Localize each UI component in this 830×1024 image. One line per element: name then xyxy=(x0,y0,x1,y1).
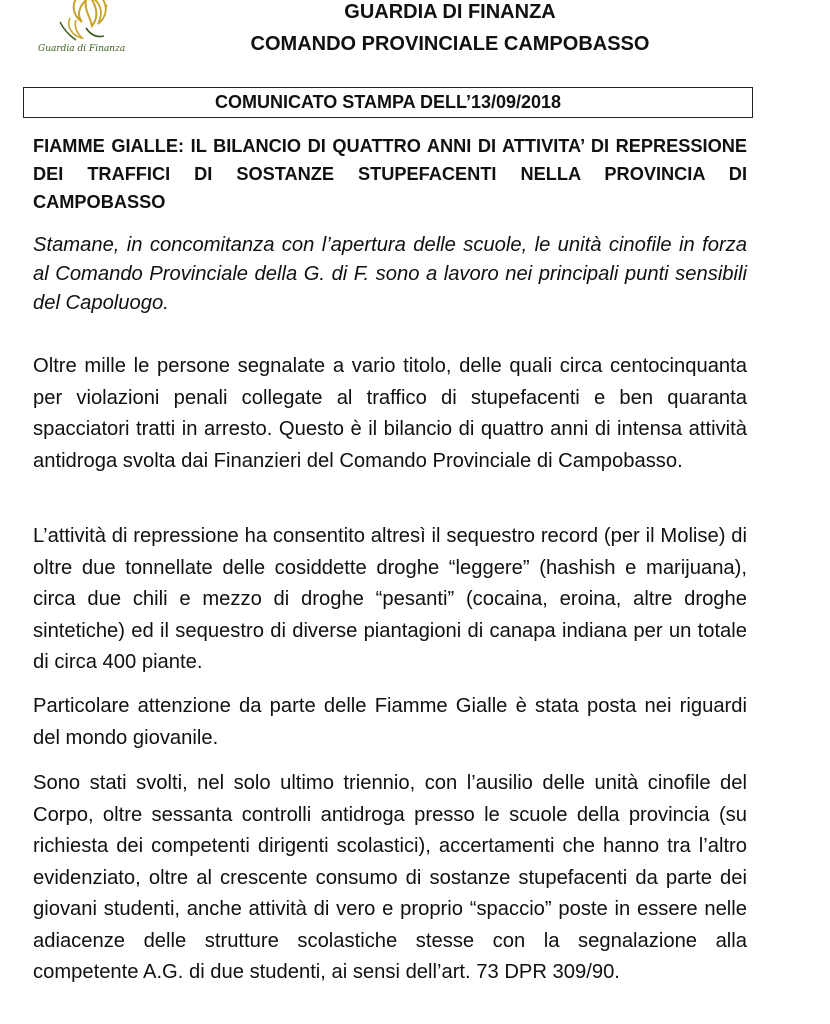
flame-emblem-icon xyxy=(30,0,140,48)
header-organization: GUARDIA DI FINANZA xyxy=(344,1,556,23)
body-paragraph-1: Oltre mille le persone segnalate a vario titolo, delle quali circa centocinquanta per violazioni penali collegate al traffico di stupefacenti e ben quaranta spacciatori tratti in arresto. Questo è il bilancio di quattro anni di intensa attività antidroga svolta dai Finanzieri del Comando Provinciale di Campobasso. xyxy=(33,355,747,472)
press-release-title-box xyxy=(23,87,753,118)
headline: FIAMME GIALLE: IL BILANCIO DI QUATTRO ANNI DI ATTIVITA’ DI REPRESSIONE DEI TRAFFICI DI SOSTANZE STUPEFACENTI NELLA PROVINCIA DI CAMPOBASSO xyxy=(33,136,747,212)
body-paragraph-3: Particolare attenzione da parte delle Fiamme Gialle è stata posta nei riguardi del mondo giovanile. xyxy=(33,695,747,749)
guardia-di-finanza-logo xyxy=(30,0,140,64)
body-paragraph-4: Sono stati svolti, nel solo ultimo triennio, con l’ausilio delle unità cinofile del Corpo, oltre sessanta controlli antidroga presso le scuole della provincia (su richiesta dei competenti dirigenti scolastici), accertamenti che hanno tra l’altro evidenziato, oltre al crescente consumo di sostanze stupefacenti da parte dei giovani studenti, anche attività di vero e proprio “spaccio” poste in essere nelle adiacenze delle strutture scolastiche stesse con la segnalazione alla competente A.G. di due studenti, ai sensi dell’art. 73 DPR 309/90. xyxy=(33,772,747,983)
header-command: COMANDO PROVINCIALE CAMPOBASSO xyxy=(250,33,650,55)
logo-caption: Guardia di Finanza xyxy=(38,44,126,54)
body-paragraph-2: L’attività di repressione ha consentito altresì il sequestro record (per il Molise) di oltre due tonnellate delle cosiddette droghe “leggere” (hashish e marijuana), circa due chili e mezzo di droghe “pesanti” (cocaina, eroina, altre droghe sintetiche) ed il sequestro di diverse piantagioni di canapa indiana per un totale di circa 400 piante. xyxy=(33,525,747,673)
lead-paragraph: Stamane, in concomitanza con l’apertura delle scuole, le unità cinofile in forza al Comando Provinciale della G. di F. sono a lavoro nei principali punti sensibili del Capoluogo. xyxy=(33,234,747,314)
press-release-title: COMUNICATO STAMPA DELL’13/09/2018 xyxy=(214,92,562,112)
